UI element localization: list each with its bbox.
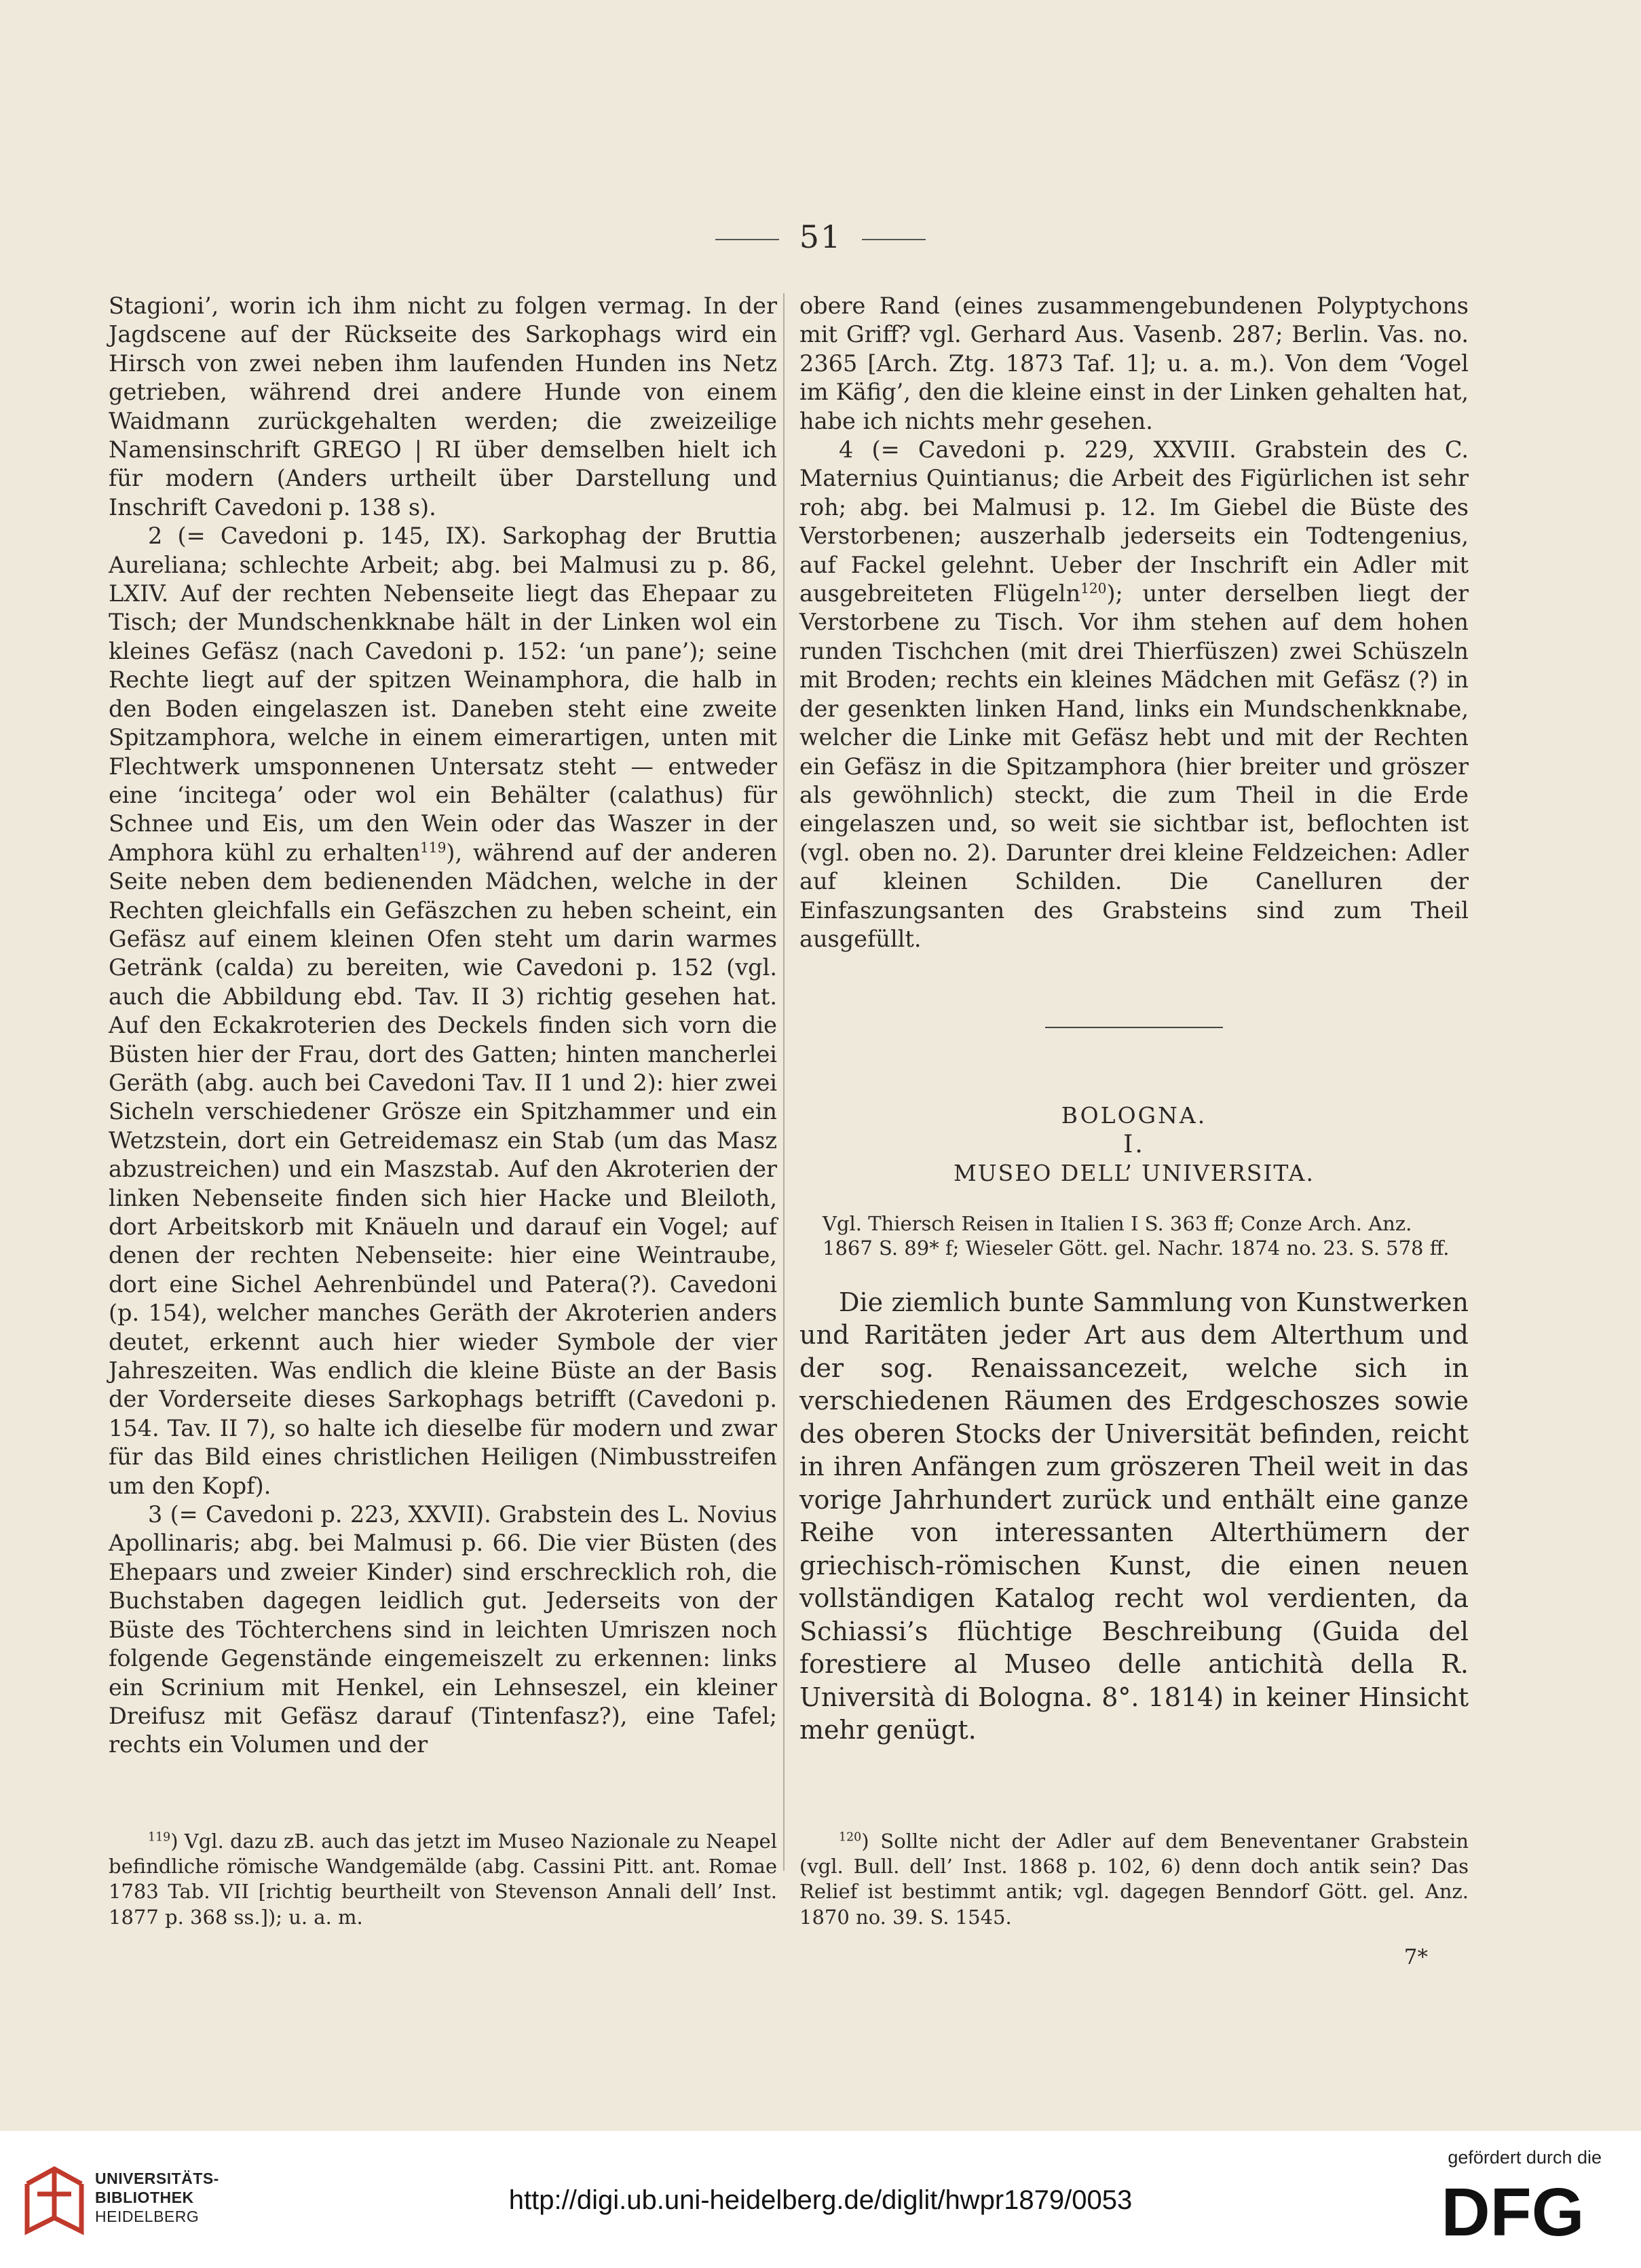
left-paragraph-3: 3 (= Cavedoni p. 223, XXVII). Grabstein des L. Novius Apollinaris; abg. bei Malmusi p. 66. Die vier Büsten (des Ehepaars und zweier Kinder) sind erschrecklich roh, die Buchstaben dagegen leidlich gut. Jederseits von der Büste des Töchterchens sind in leichten Umriszen noch folgende Gegenstände eingemeiszelt zu erkennen: links ein Scrinium mit Henkel, ein Lehnseszel, ein kleiner Dreifusz mit Gefäsz darauf (Tintenfasz?), eine Tafel; rechts ein Volumen und der (109, 1501, 777, 1758)
library-name-line-3: HEIDELBERG (95, 2208, 200, 2225)
right-column (799, 292, 1469, 1747)
signature-mark: 7* (1403, 1944, 1428, 1969)
footnote-120-text (799, 1829, 1469, 1930)
section-separator (1045, 1027, 1223, 1028)
section-city-heading: BOLOGNA. (1061, 1102, 1207, 1129)
left-paragraph-2 (109, 522, 777, 1500)
footnote-120-marker: 120 (839, 1830, 862, 1845)
page-number (0, 219, 1641, 255)
section-number-heading: I. (1123, 1130, 1145, 1158)
library-name-line-1: UNIVERSITÄTS- (95, 2170, 219, 2187)
footnote-119-text (109, 1829, 777, 1930)
footnote-120 (799, 1829, 1469, 1970)
funded-by-label: gefördert durch die (1448, 2147, 1602, 2168)
footnote-119-marker: 119 (148, 1830, 171, 1845)
right-paragraph-2-cont: ); unter derselben liegt der Verstorbene zu Tisch. Vor ihm stehen auf dem hohen runden Tischchen (mit drei Thierfüszen) zwei Schüszeln mit Broden; rechts ein kleines Mädchen mit Gefäsz (?) in der gesenkten linken Hand, links ein Mundschenkknabe, welcher die Linke mit Gefäsz hebt und mit der Rechten ein Gefäsz in die Spitzamphora (hier breiter und gröszer als gewöhnlich) steckt, die zum Theil in die Erde eingelaszen und, so weit sie sichtbar ist, beflochten ist (vgl. oben no. 2). Darunter drei kleine Feldzeichen: Adler auf kleinen Schilden. Die Canelluren der Einfaszungsanten des Grabsteins sind zum Theil ausgefüllt. (799, 580, 1469, 952)
footnote-120-body: ) Sollte nicht der Adler auf dem Beneventaner Grabstein (vgl. Bull. dell’ Inst. 1868 p. 102, 6) denn doch antik sein? Das Relief ist bestimmt antik; vgl. dagegen Benndorf Gött. gel. Anz. 1870 no. 39. S. 1545. (799, 1830, 1469, 1929)
footnote-119-body: ) Vgl. dazu zB. auch das jetzt im Museo Nazionale zu Neapel befindliche römische Wandgemälde (abg. Cassini Pitt. ant. Romae 1783 Tab. VII [richtig beurtheilt von Stevenson Annali dell’ Inst. 1877 p. 368 ss.]); u. a. m. (109, 1830, 777, 1929)
intro-paragraph: Die ziemlich bunte Sammlung von Kunstwerken und Raritäten jeder Art aus dem Alterthum und der sog. Renaissancezeit, welche sich in verschiedenen Räumen des Erdgeschoszes sowie des oberen Stocks der Universität befinden, reicht in ihren Anfängen zum gröszeren Theil weit in das vorige Jahrhundert zurück und enthält eine ganze Reihe von interessanten Alterthümern der griechisch-römischen Kunst, die einen neuen vollständigen Katalog recht wol verdienten, da Schiassi’s flüchtige Beschreibung (Guida del forestiere al Museo delle antichità della R. Università di Bologna. 8°. 1814) in keiner Hinsicht mehr genügt. (799, 1287, 1469, 1745)
dfg-logo-text: DFG (1441, 2176, 1585, 2244)
literature-reference (799, 1211, 1469, 1236)
museum-heading: MUSEO DELL’ UNIVERSITA. (954, 1160, 1315, 1187)
footnote-ref-120[interactable]: 120 (1080, 580, 1107, 597)
permalink-url[interactable]: http://digi.ub.uni-heidelberg.de/diglit/hwpr1879/0053 (508, 2185, 1133, 2215)
right-paragraph-2 (799, 436, 1469, 953)
column-divider (783, 293, 785, 1871)
library-name-line-2: BIBLIOTHEK (95, 2189, 194, 2206)
dfg-logo-icon[interactable] (1424, 2176, 1602, 2244)
left-paragraph-1: Stagioni’, worin ich ihm nicht zu folgen vermag. In der Jagdscene auf der Rückseite des Sarkophags wird ein Hirsch von zwei neben ihm laufenden Hunden ins Netz getrieben, während drei andere Hunde von einem Waidmann zurückgehalten werden; die zweizeilige Namensinschrift GREGO | RI über demselben hielt ich für modern (Anders urtheilt über Darstellung und Inschrift Cavedoni p. 138 s). (109, 292, 777, 521)
left-paragraph-2-cont: ), während auf der anderen Seite neben dem bedienenden Mädchen, welche in der Rechten gleichfalls ein Gefäszchen zu heben scheint, ein Gefäsz auf einem kleinen Ofen steht um darin warmes Getränk (calda) zu bereiten, wie Cavedoni p. 152 (vgl. auch die Abbildung ebd. Tav. II 3) richtig gesehen hat. Auf den Eckakroterien des Deckels finden sich vorn die Büsten hier der Frau, dort des Gatten; hinten mancherlei Geräth (abg. auch bei Cavedoni Tav. II 1 und 2): hier zwei Sicheln verschiedener Grösze ein Spitzhammer und ein Wetzstein, dort ein Getreidemasz ein Stab (um das Masz abzustreichen) und ein Maszstab. Auf den Akroterien der linken Nebenseite finden sich hier Hacke und Bleiloth, dort Arbeitskorb mit Knäueln und darauf ein Vogel; auf denen der rechten Nebenseite: hier eine Weintraube, dort eine Sichel Aehrenbündel und Patera(?). Cavedoni (p. 154), welcher manches Geräth der Akroterien anders deutet, erkennt auch hier wieder Symbole der vier Jahreszeiten. Was endlich die kleine Büste an der Basis der Vorderseite dieses Sarkophags betrifft (Cavedoni p. 154. Tav. II 7), so halte ich dieselbe für modern und zwar für das Bild eines christlichen Heiligen (Nimbusstreifen um den Kopf). (109, 839, 778, 1499)
left-paragraph-2-text: 2 (= Cavedoni p. 145, IX). Sarkophag der Bruttia Aureliana; schlechte Arbeit; abg. bei Malmusi zu p. 86, LXIV. Auf der rechten Nebenseite liegt das Ehepaar zu Tisch; der Mundschenkknabe hält in der Linken wol ein kleines Gefäsz (nach Cavedoni p. 152: ‘un pane’); seine Rechte liegt auf der spitzen Weinamphora, die halb in den Boden eingelaszen ist. Daneben steht eine zweite Spitzamphora, welche in einem eimerartigen, unten mit Flechtwerk umsponnenen Untersatz steht — entweder eine ‘incitega’ oder wol ein Behälter (calathus) für Schnee und Eis, um den Wein oder das Waszer in der Amphora kühl zu erhalten (109, 523, 777, 866)
right-paragraph-2-text: 4 (= Cavedoni p. 229, XXVIII. Grabstein des C. Maternius Quintianus; die Arbeit des Figürlichen ist sehr roh; abg. bei Malmusi p. 12. Im Giebel die Büste des Verstorbenen; auszerhalb jederseits ein Todtengenius, auf Fackel gelehnt. Ueber der Inschrift ein Adler mit ausgebreiteten Flügeln (799, 436, 1469, 607)
footnote-119 (109, 1829, 777, 1930)
page-number-value: 51 (799, 219, 842, 255)
page-number-dash-right (862, 239, 926, 240)
page-number-dash-left (715, 239, 779, 240)
literature-reference-cont: 1867 S. 89* f; Wieseler Gött. gel. Nachr. 1874 no. 23. S. 578 ff. (823, 1236, 1450, 1260)
digitization-banner (0, 2131, 1641, 2268)
right-paragraph-1: obere Rand (eines zusammengebundenen Polyptychons mit Griff? vgl. Gerhard Aus. Vasenb. 287; Berlin. Vas. no. 2365 [Arch. Ztg. 1873 Taf. 1]; u. a. m.). Von dem ‘Vogel im Käfig’, den die kleine einst in der Linken gehalten hat, habe ich nichts mehr gesehen. (799, 292, 1469, 434)
left-column (109, 292, 777, 1760)
literature-line-1: Vgl. Thiersch Reisen in Italien I S. 363 ff; Conze Arch. Anz. (823, 1211, 1412, 1235)
footnote-ref-119[interactable]: 119 (420, 839, 447, 856)
